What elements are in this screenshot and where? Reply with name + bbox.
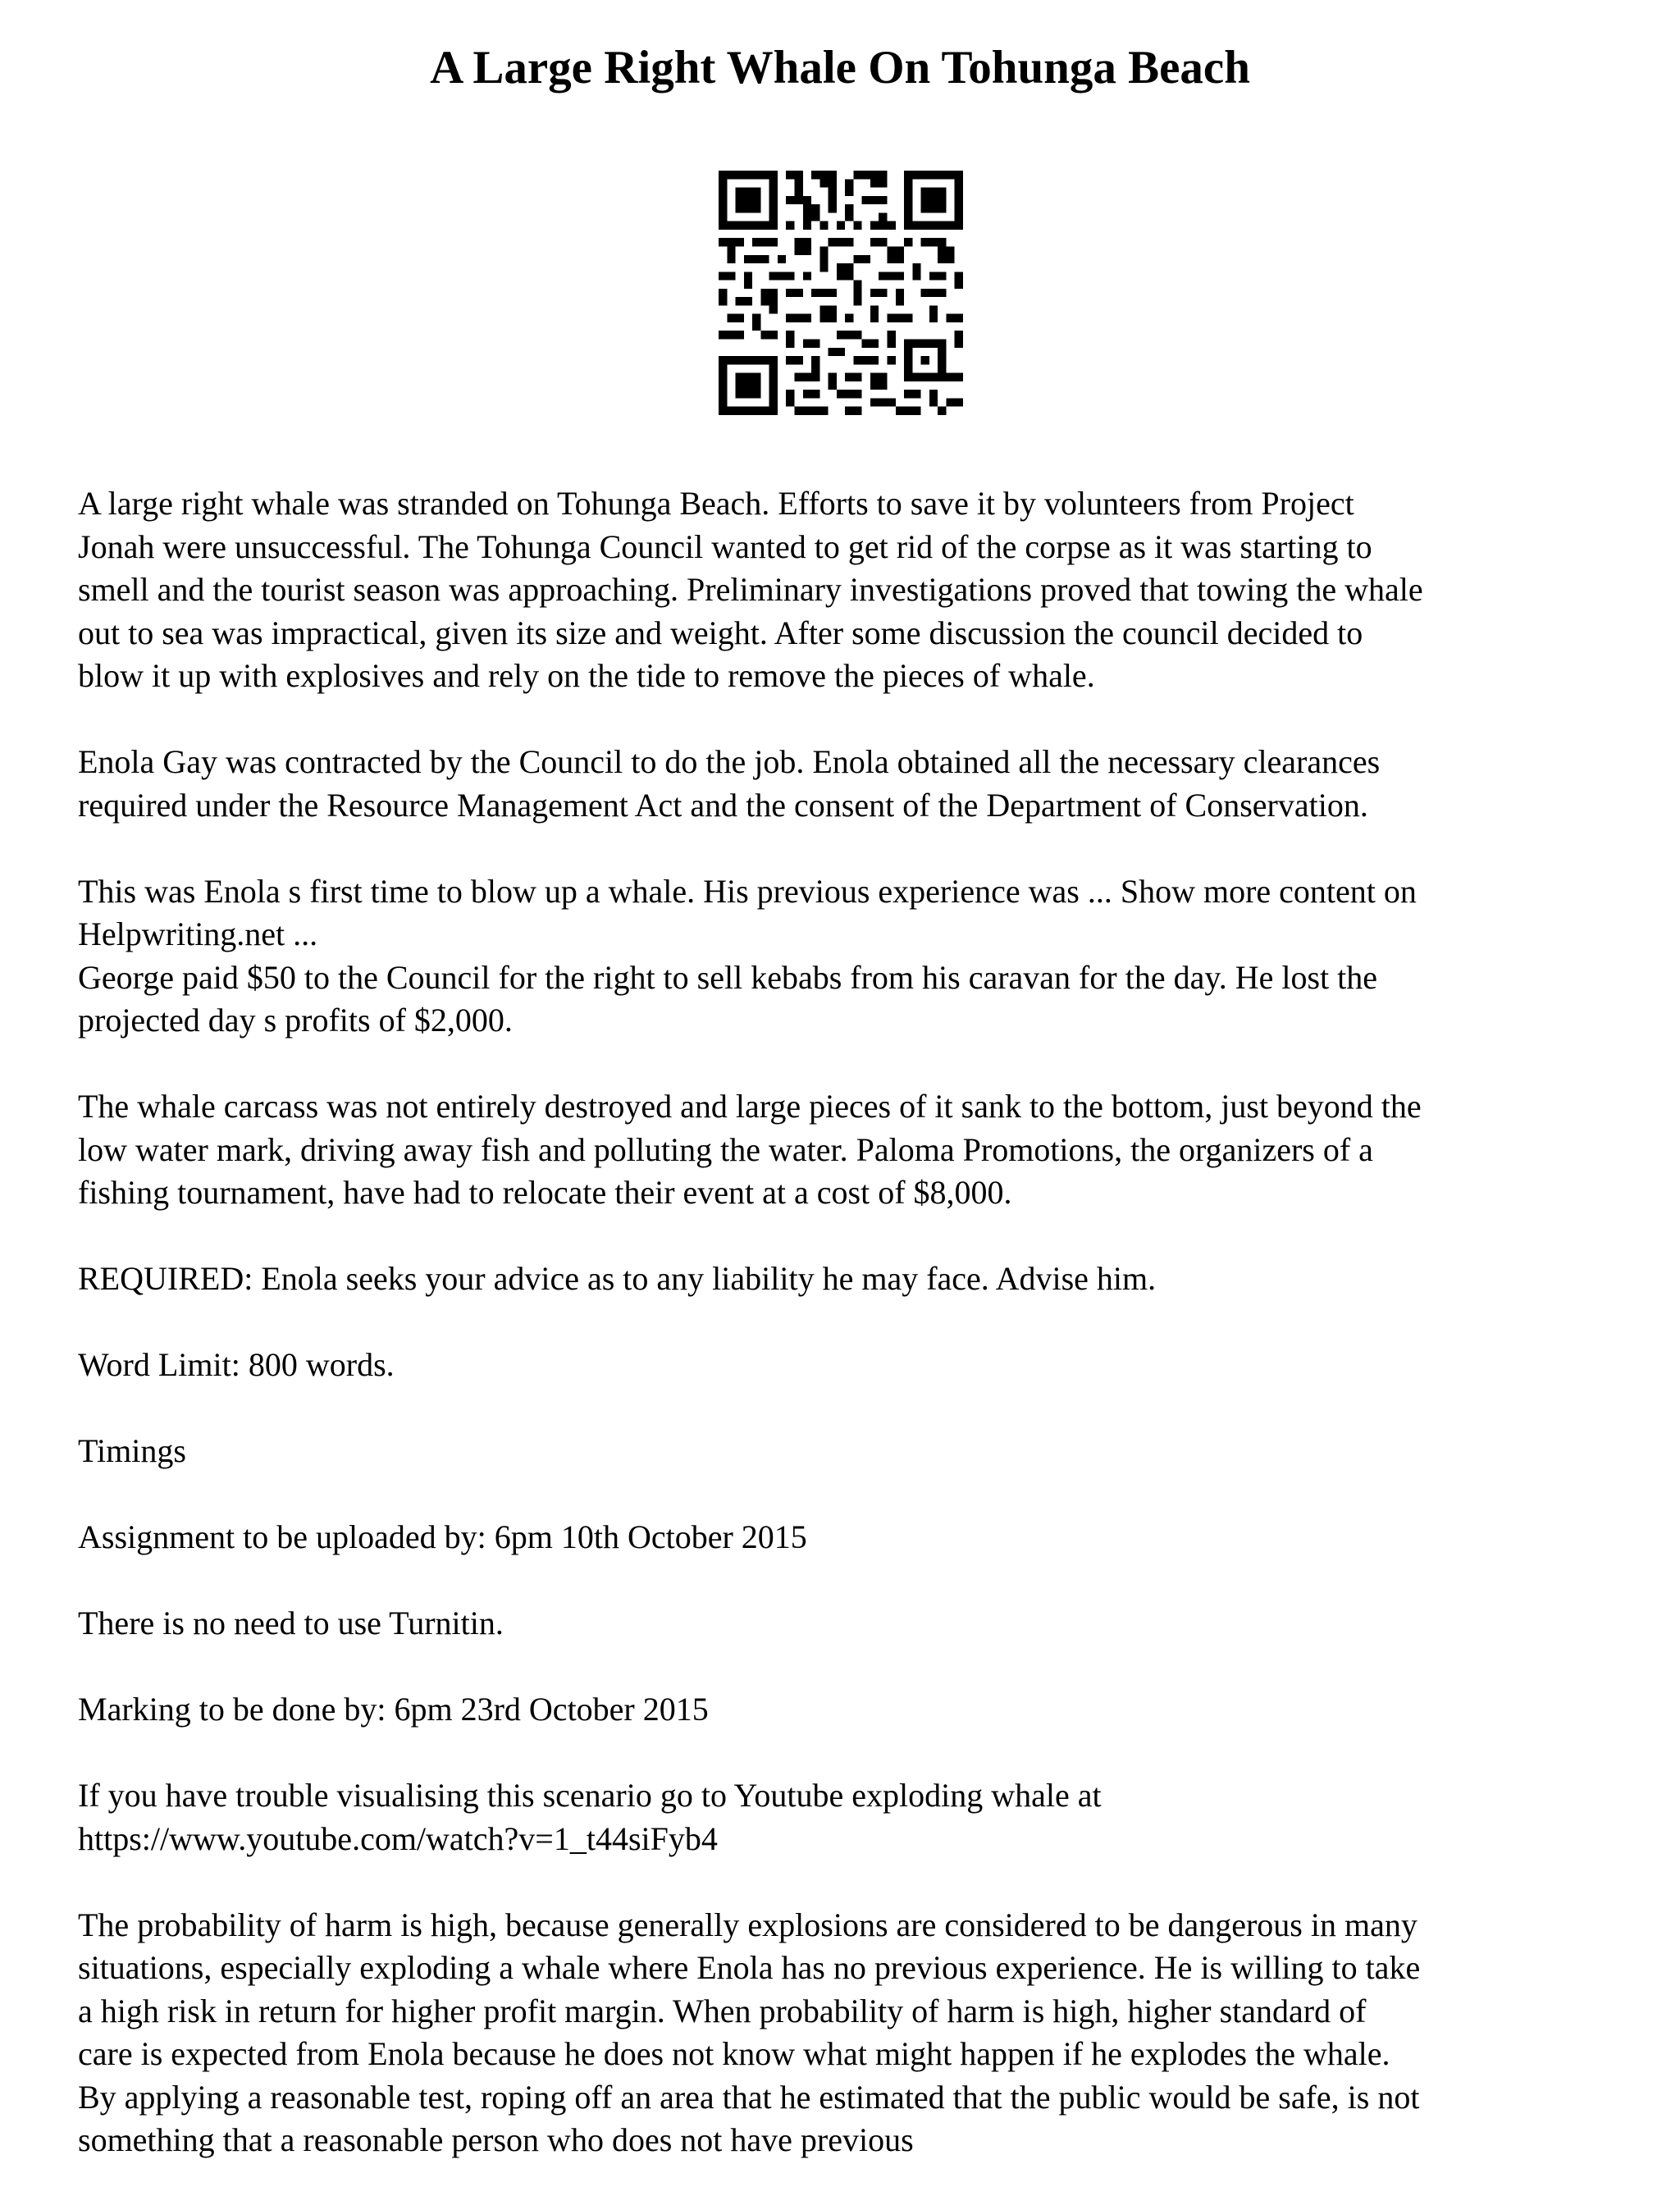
paragraph-line: The whale carcass was not entirely destroyed and large pieces of it sank to the bottom, just beyond the: [78, 1088, 1422, 1125]
paragraph-line: projected day s profits of $2,000.: [78, 1002, 513, 1039]
paragraph-line: out to sea was impractical, given its size and weight. After some discussion the council decided to: [78, 614, 1363, 651]
qr-code-icon: [719, 171, 963, 415]
paragraph-line: A large right whale was stranded on Tohunga Beach. Efforts to save it by volunteers from Project: [78, 485, 1354, 522]
paragraph-line: By applying a reasonable test, roping off an area that he estimated that the public would be safe, is not: [78, 2078, 1420, 2116]
paragraph: [78, 1085, 1620, 1215]
paragraph-line: REQUIRED: Enola seeks your advice as to any liability he may face. Advise him.: [78, 1260, 1157, 1297]
paragraph: [78, 1602, 1620, 1646]
paragraph: [78, 1430, 1620, 1473]
paragraph: [78, 482, 1620, 698]
paragraph-line: situations, especially exploding a whale where Enola has no previous experience. He is willing to take: [78, 1949, 1421, 1986]
paragraph-line: blow it up with explosives and rely on the tide to remove the pieces of whale.: [78, 657, 1095, 694]
paragraph-line: something that a reasonable person who does not have previous: [78, 2121, 914, 2158]
paragraph-line: Timings: [78, 1432, 186, 1469]
paragraph-line: fishing tournament, have had to relocate their event at a cost of $8,000.: [78, 1174, 1012, 1211]
page-title: A Large Right Whale On Tohunga Beach: [430, 42, 1250, 94]
paragraph: [78, 1774, 1620, 1860]
document-body: [78, 482, 1620, 2205]
paragraph-line: This was Enola s first time to blow up a whale. His previous experience was ... Show more content on: [78, 872, 1417, 910]
paragraph-line: care is expected from Enola because he does not know what might happen if he explodes the whale.: [78, 2035, 1390, 2072]
paragraph-line: https://www.youtube.com/watch?v=1_t44siFyb4: [78, 1819, 718, 1857]
paragraph: [78, 870, 1620, 956]
paragraph-line: Word Limit: 800 words.: [78, 1346, 395, 1383]
paragraph-line: Enola Gay was contracted by the Council to do the job. Enola obtained all the necessary clearances: [78, 743, 1381, 780]
paragraph: [78, 956, 1620, 1043]
paragraph-line: Jonah were unsuccessful. The Tohunga Council wanted to get rid of the corpse as it was starting to: [78, 527, 1372, 565]
paragraph-line: smell and the tourist season was approaching. Preliminary investigations proved that towing the whale: [78, 571, 1423, 608]
paragraph-line: Marking to be done by: 6pm 23rd October 2015: [78, 1691, 709, 1728]
paragraph-line: required under the Resource Management Act and the consent of the Department of Conservation.: [78, 786, 1368, 824]
paragraph-line: If you have trouble visualising this scenario go to Youtube exploding whale at: [78, 1777, 1102, 1814]
paragraph: [78, 1344, 1620, 1387]
paragraph-line: The probability of harm is high, because generally explosions are considered to be dangerous in many: [78, 1906, 1418, 1943]
paragraph: [78, 741, 1620, 827]
paragraph-line: a high risk in return for higher profit margin. When probability of harm is high, higher standard of: [78, 1992, 1367, 2029]
paragraph: [78, 1904, 1620, 2162]
paragraph: [78, 1258, 1620, 1301]
paragraph-line: Helpwriting.net ...: [78, 915, 318, 952]
paragraph: [78, 1688, 1620, 1732]
paragraph-line: There is no need to use Turnitin.: [78, 1605, 504, 1641]
paragraph-line: low water mark, driving away fish and polluting the water. Paloma Promotions, the organizers of a: [78, 1130, 1373, 1168]
paragraph-line: George paid $50 to the Council for the right to sell kebabs from his caravan for the day. He lost the: [78, 958, 1378, 996]
paragraph: [78, 1516, 1620, 1559]
paragraph-line: Assignment to be uploaded by: 6pm 10th October 2015: [78, 1518, 807, 1555]
